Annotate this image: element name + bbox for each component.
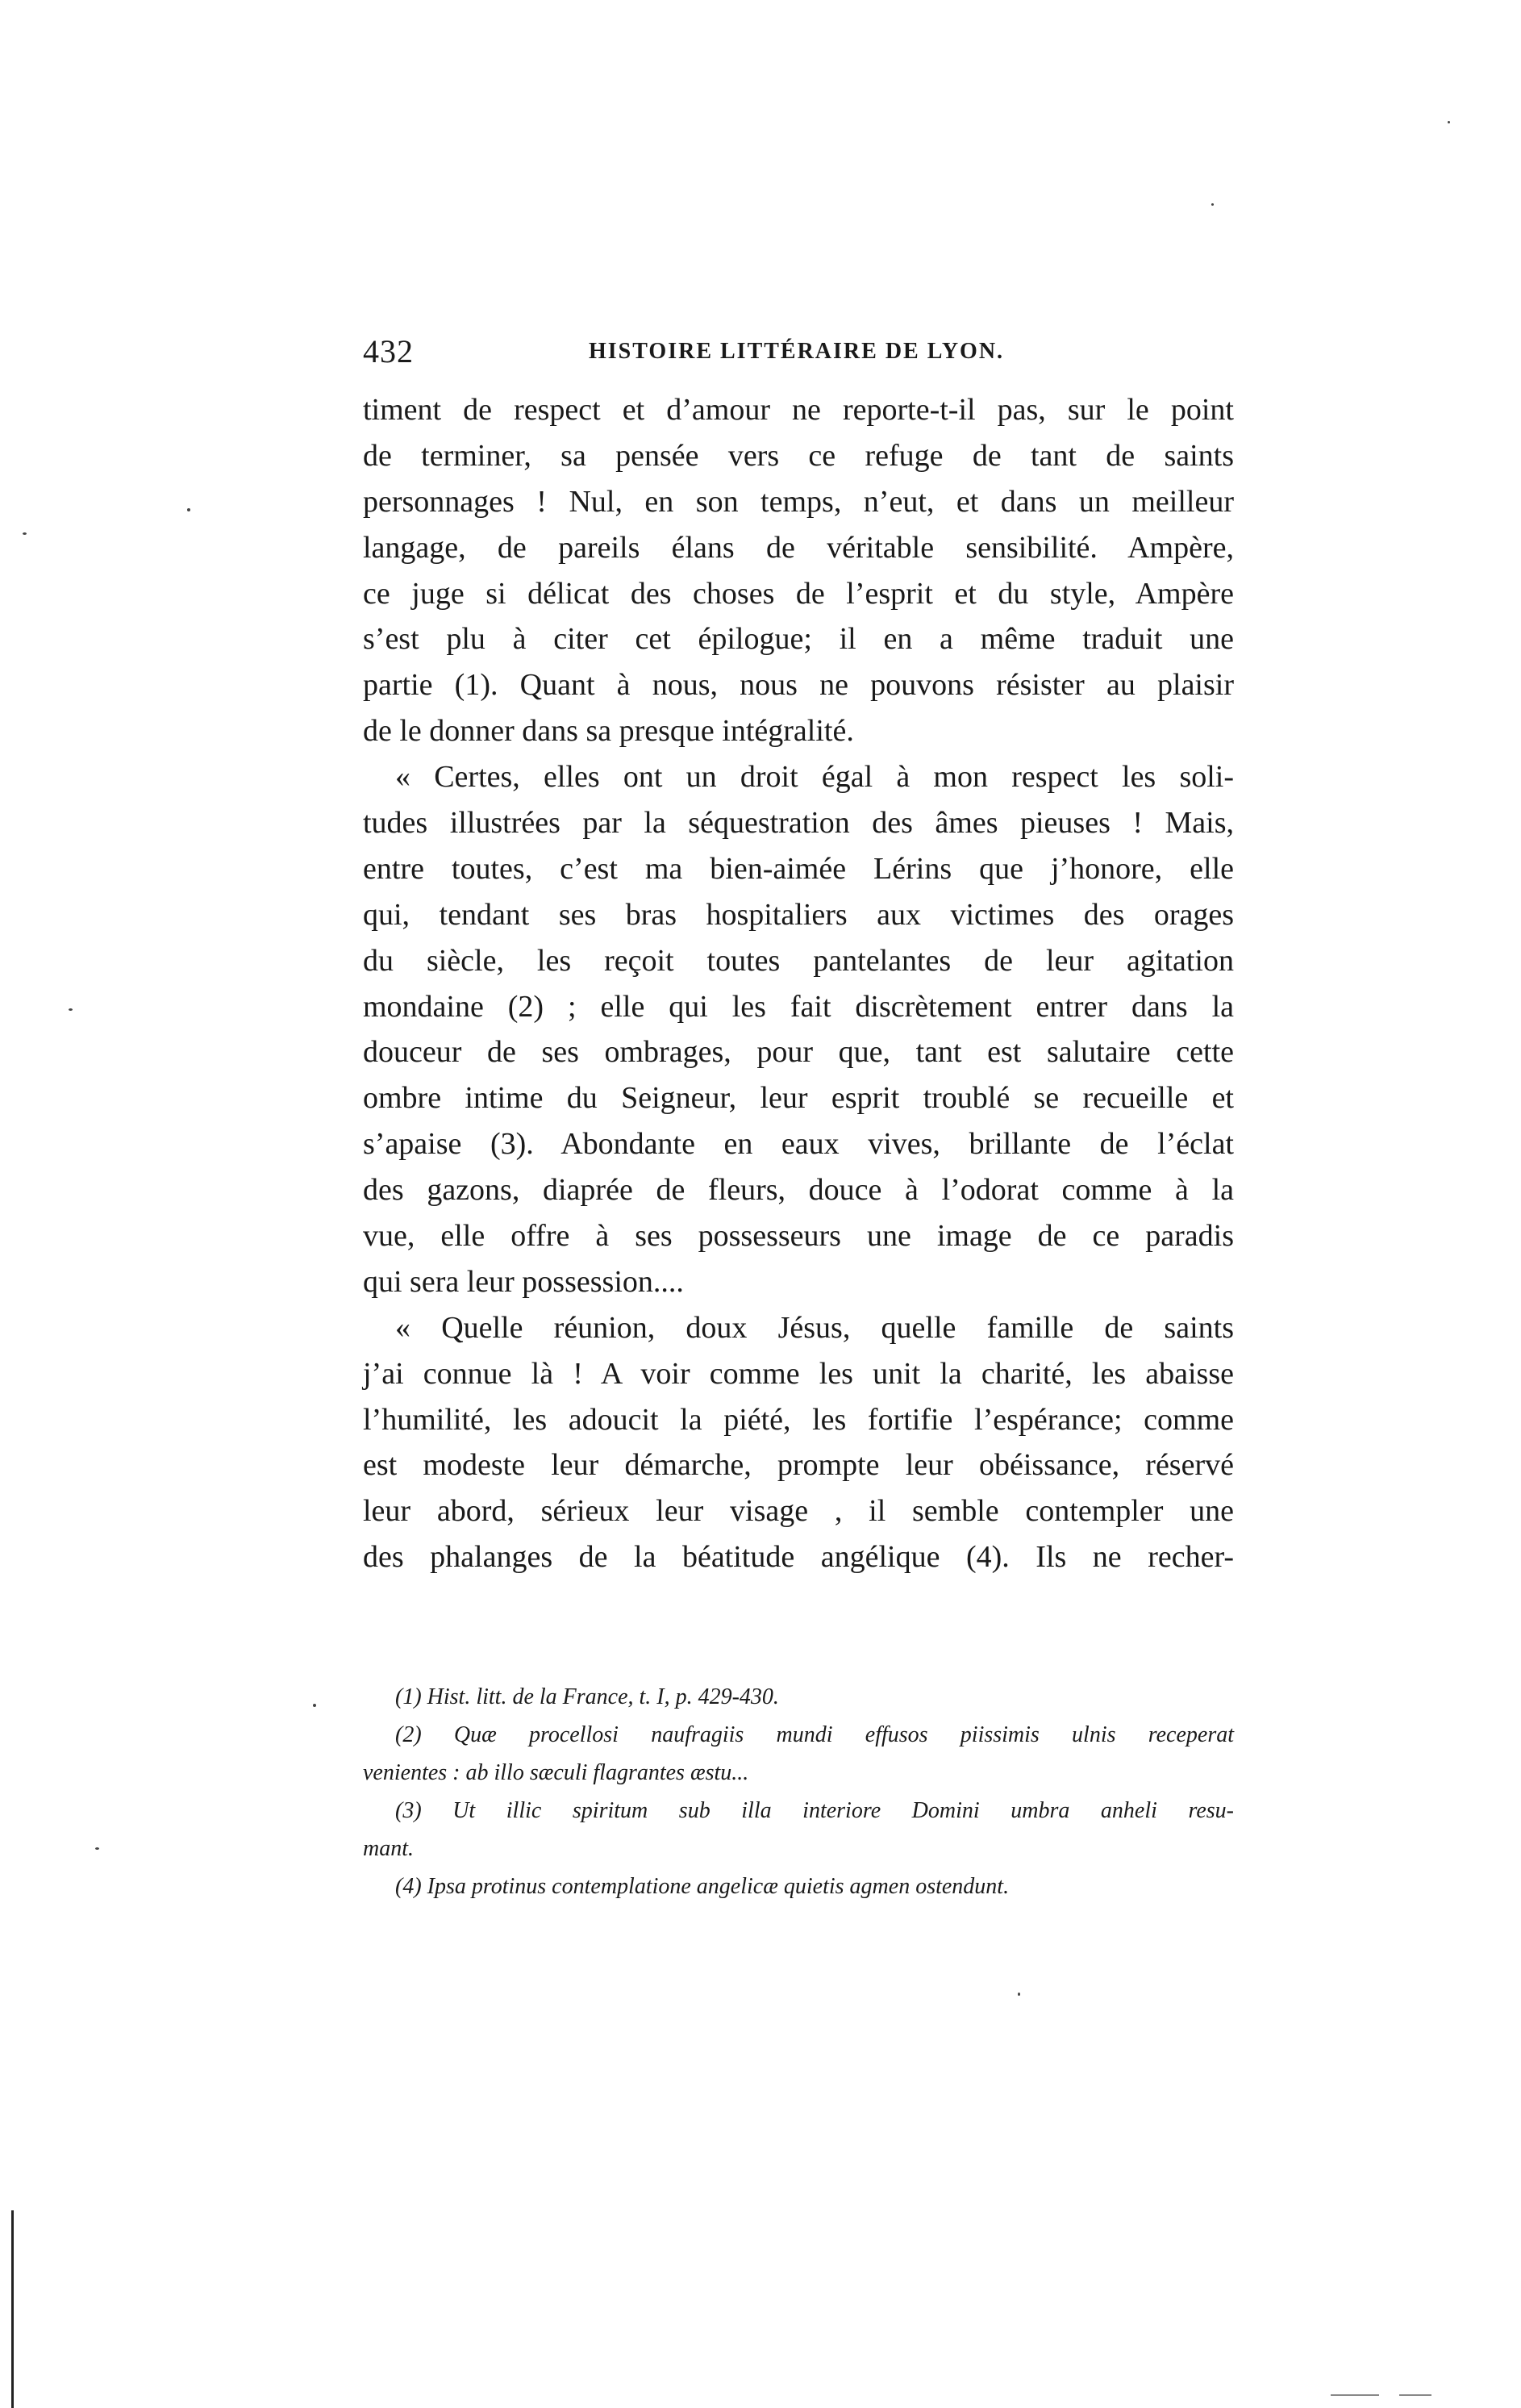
text-line: vue, elle offre à ses possesseurs une image de ce paradis [363,1219,1234,1254]
text-line: mondaine (2) ; elle qui les fait discrètement entrer dans la [363,989,1234,1024]
scan-speck [69,1008,73,1011]
text-line: tudes illustrées par la séquestration des âmes pieuses ! Mais, [363,806,1234,841]
footnote-1: (1) Hist. litt. de la France, t. I, p. 429-430. [395,1684,779,1709]
text-line: douceur de ses ombrages, pour que, tant est salutaire cette [363,1035,1234,1070]
scan-edge-mark [1399,2394,1431,2396]
footnote-2: (2) Quæ procellosi naufragiis mundi effusos piissimis ulnis receperat [395,1722,1234,1747]
footnote-3: (3) Ut illic spiritum sub illa interiore Domini umbra anheli resu- [395,1798,1234,1823]
footnote-4: (4) Ipsa protinus contemplatione angelicæ quietis agmen ostendunt. [395,1874,1010,1899]
text-line: s’apaise (3). Abondante en eaux vives, brillante de l’éclat [363,1127,1234,1162]
text-line: est modeste leur démarche, prompte leur obéissance, réservé [363,1448,1234,1483]
text-line: qui, tendant ses bras hospitaliers aux victimes des orages [363,897,1234,932]
running-header [363,332,1173,381]
text-line: leur abord, sérieux leur visage , il semble contempler une [363,1494,1234,1529]
text-line: ombre intime du Seigneur, leur esprit troublé se recueille et [363,1081,1234,1116]
text-line: de le donner dans sa presque intégralité. [363,714,854,749]
text-line: des gazons, diaprée de fleurs, douce à l’odorat comme à la [363,1173,1234,1208]
text-line: j’ai connue là ! A voir comme les unit la charité, les abaisse [363,1356,1234,1391]
text-line: « Certes, elles ont un droit égal à mon respect les soli- [395,760,1234,795]
scan-edge-mark [11,2210,14,2408]
main-text [363,387,1234,1580]
scan-speck [187,508,190,511]
scan-speck [1211,203,1214,206]
text-line: ce juge si délicat des choses de l’esprit et du style, Ampère [363,576,1234,611]
scan-speck [1018,1993,1020,1996]
text-line: entre toutes, c’est ma bien-aimée Lérins que j’honore, elle [363,851,1234,886]
text-line: l’humilité, les adoucit la piété, les fortifie l’espérance; comme [363,1402,1234,1437]
text-line: qui sera leur possession.... [363,1264,684,1299]
scan-edge-mark [1331,2394,1379,2396]
text-line: personnages ! Nul, en son temps, n’eut, et dans un meilleur [363,484,1234,519]
running-title: HISTOIRE LITTÉRAIRE DE LYON. [589,339,1005,364]
footnote-2-continuation: venientes : ab illo sæculi flagrantes æstu... [363,1760,749,1785]
scan-speck [95,1847,99,1850]
scan-speck [1448,121,1450,123]
page-number: 432 [363,333,414,369]
text-line: timent de respect et d’amour ne reporte-t-il pas, sur le point [363,393,1234,427]
text-line: « Quelle réunion, doux Jésus, quelle famille de saints [395,1310,1234,1345]
footnote-3-continuation: mant. [363,1836,414,1861]
scan-speck [23,532,27,535]
text-line: des phalanges de la béatitude angélique (4). Ils ne recher- [363,1540,1234,1575]
text-line: de terminer, sa pensée vers ce refuge de tant de saints [363,438,1234,473]
footnotes [363,1678,1234,1905]
text-line: du siècle, les reçoit toutes pantelantes de leur agitation [363,943,1234,978]
text-line: langage, de pareils élans de véritable sensibilité. Ampère, [363,530,1234,565]
text-line: partie (1). Quant à nous, nous ne pouvons résister au plaisir [363,668,1234,703]
text-line: s’est plu à citer cet épilogue; il en a même traduit une [363,622,1234,657]
scan-speck [313,1704,316,1707]
